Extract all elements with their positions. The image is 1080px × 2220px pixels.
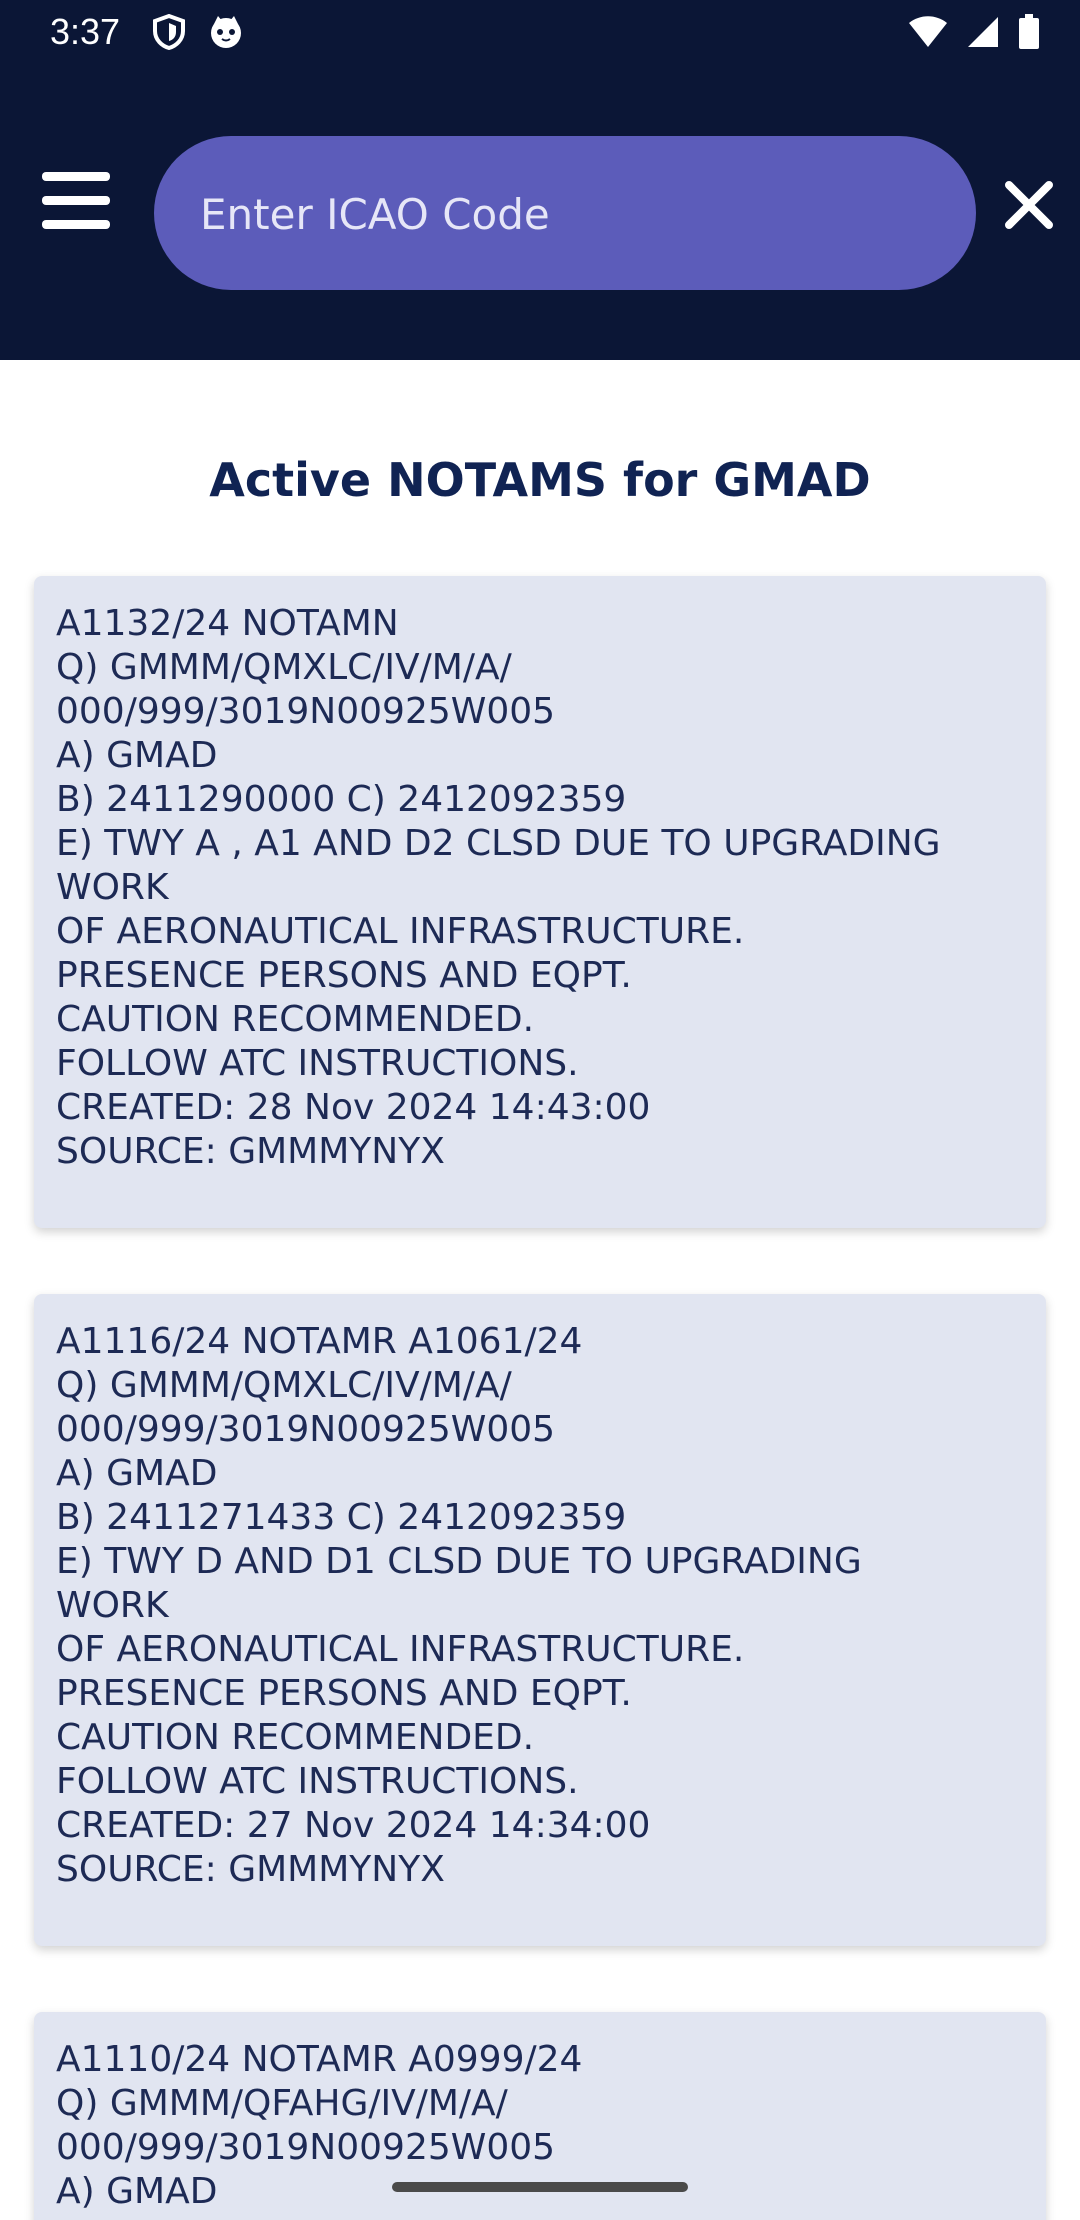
- search-bar[interactable]: [154, 136, 976, 290]
- page-title: Active NOTAMS for GMAD: [209, 453, 871, 507]
- cat-icon: [208, 14, 244, 54]
- status-right-icons: [908, 14, 1040, 54]
- notam-card: [34, 1294, 1046, 1946]
- icao-search-input[interactable]: [198, 136, 922, 292]
- hamburger-menu-icon: [38, 219, 114, 238]
- app-bar: [0, 64, 1080, 360]
- menu-button[interactable]: [38, 168, 118, 248]
- status-left-icons: [152, 14, 244, 54]
- home-indicator[interactable]: [392, 2182, 688, 2192]
- status-time: 3:37: [50, 11, 121, 52]
- wifi-icon: [908, 15, 948, 53]
- notam-text: A1132/24 NOTAMN Q) GMMM/QMXLC/IV/M/A/ 000/999/3019N00925W005 A) GMAD B) 2411290000 C) 2412092359 E) TWY A , A1 AND D2 CLSD DUE TO UPGRADING WORK OF AERONAUTICAL INFRASTRUCTURE. PRESENCE PERSONS AND EQPT. CAUTION RECOMMENDED. FOLLOW ATC INSTRUCTIONS. CREATED: 28 Nov 2024 14:43:00 SOURCE: GMMMYNYX: [56, 603, 941, 1172]
- close-icon: [1004, 215, 1054, 234]
- notam-text: A1110/24 NOTAMR A0999/24 Q) GMMM/QFAHG/IV/M/A/ 000/999/3019N00925W005 A) GMAD: [56, 2039, 583, 2212]
- battery-icon: [1018, 14, 1040, 54]
- clear-search-button[interactable]: [1004, 180, 1060, 236]
- shield-icon: [152, 14, 186, 54]
- notam-text: A1116/24 NOTAMR A1061/24 Q) GMMM/QMXLC/IV/M/A/ 000/999/3019N00925W005 A) GMAD B) 2411271433 C) 2412092359 E) TWY D AND D1 CLSD DUE TO UPGRADING WORK OF AERONAUTICAL INFRASTRUCTURE. PRESENCE PERSONS AND EQPT. CAUTION RECOMMENDED. FOLLOW ATC INSTRUCTIONS. CREATED: 27 Nov 2024 14:34:00 SOURCE: GMMMYNYX: [56, 1321, 862, 1890]
- notam-list-area[interactable]: [0, 360, 1080, 2220]
- status-bar: [0, 0, 1080, 64]
- cellular-signal-icon: [966, 15, 1000, 53]
- notam-card: [34, 576, 1046, 1228]
